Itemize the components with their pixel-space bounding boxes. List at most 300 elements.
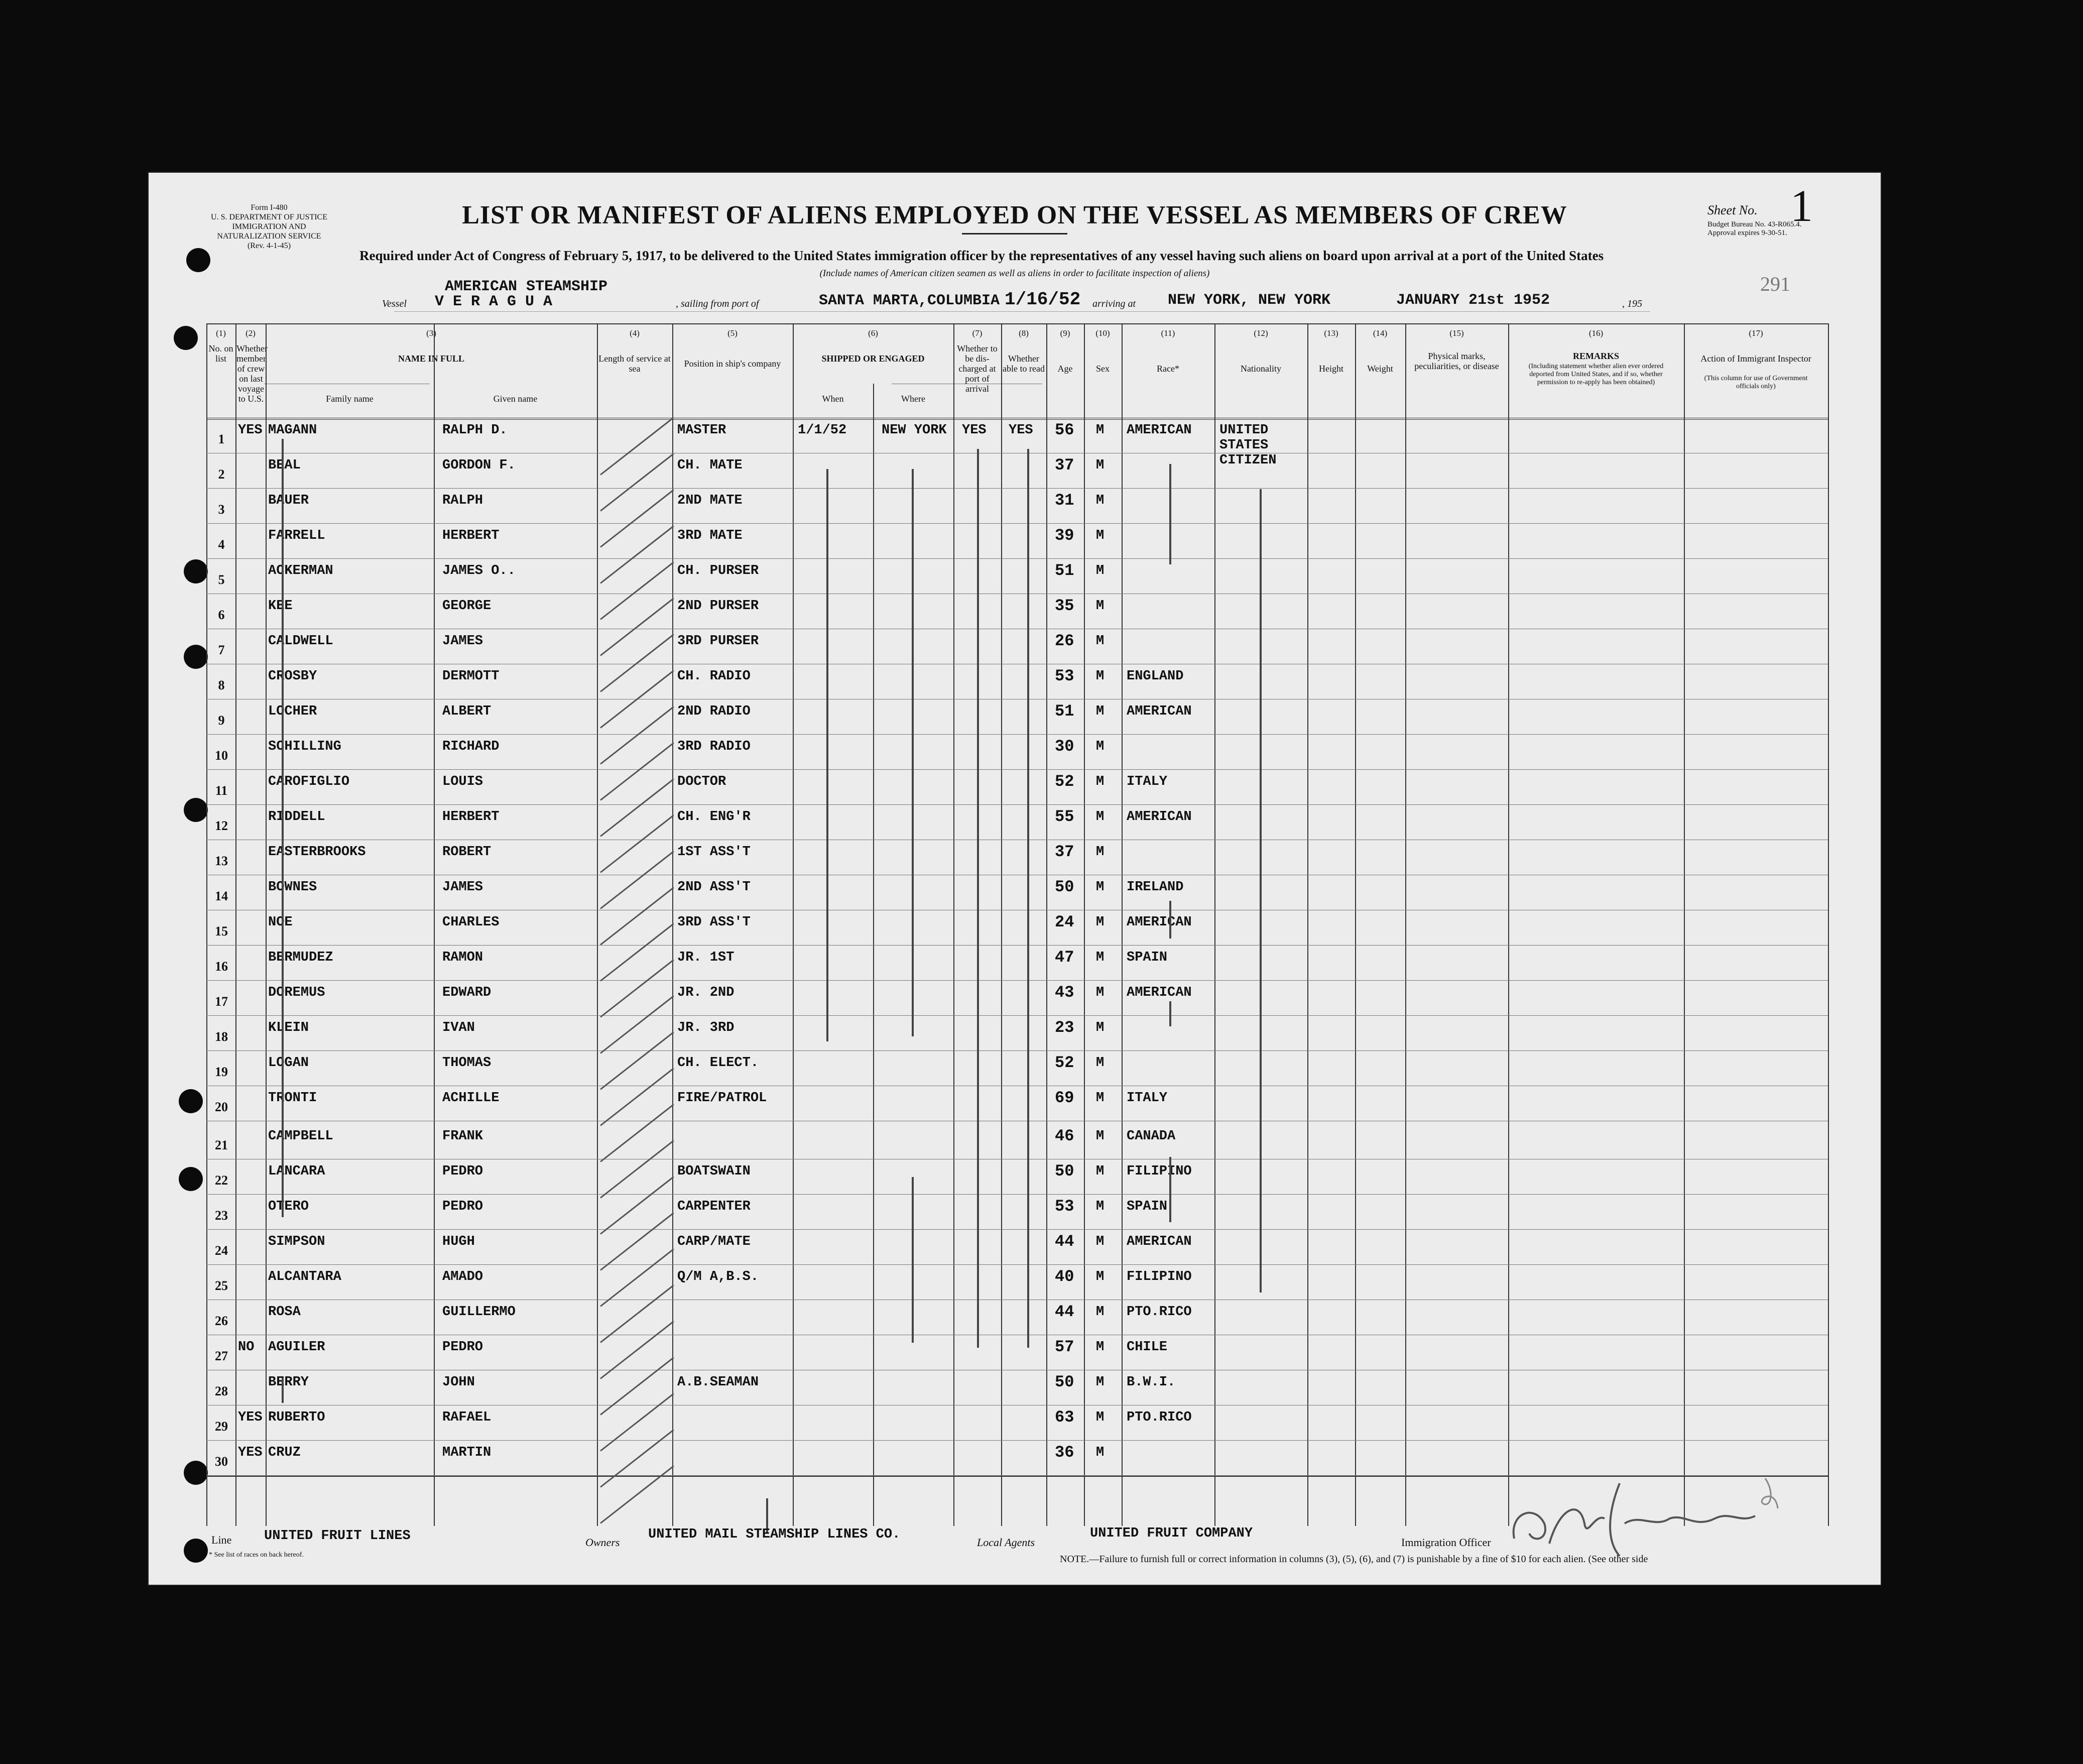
family-name-cell: SIMPSON (268, 1234, 325, 1249)
position-cell: CARPENTER (677, 1199, 751, 1214)
include-note: (Include names of American citizen seamen as well as aliens in order to facilitate inspection of aliens) (819, 268, 1210, 279)
position-cell: CH. PURSER (677, 563, 759, 578)
row-number: 12 (215, 818, 228, 833)
row-number: 6 (218, 608, 225, 622)
race-cell: PTO.RICO (1127, 1305, 1192, 1320)
table-row (206, 876, 1828, 911)
age-cell: 69 (1055, 1089, 1074, 1107)
row-number: 7 (218, 643, 225, 657)
row-number: 14 (215, 889, 228, 903)
age-cell: 56 (1055, 421, 1074, 439)
sex-cell: M (1096, 493, 1105, 508)
ditto-mark (1169, 1001, 1171, 1026)
col-weight-header: Weight (1367, 364, 1393, 374)
family-name-cell: LANCARA (268, 1164, 325, 1179)
colnum-15: (15) (1449, 328, 1464, 338)
race-cell: AMERICAN (1127, 985, 1192, 1000)
family-name-cell: KLEIN (268, 1020, 309, 1035)
approval-expiry: Approval expires 9-30-51. (1707, 229, 1787, 237)
age-cell: 37 (1055, 843, 1074, 861)
table-row (206, 1230, 1828, 1265)
age-cell: 51 (1055, 702, 1074, 721)
age-cell: 37 (1055, 456, 1074, 475)
age-cell: 44 (1055, 1232, 1074, 1251)
race-cell: AMERICAN (1127, 809, 1192, 825)
table-row (206, 946, 1828, 981)
col-given-header: Given name (493, 394, 538, 404)
col-name-header: NAME IN FULL (398, 354, 464, 364)
form-id: Form I-480 (251, 203, 288, 212)
age-cell: 39 (1055, 526, 1074, 545)
sex-cell: M (1096, 1375, 1105, 1390)
col-action-sub: (This column for use of Government officials only) (1704, 375, 1808, 390)
row-number: 26 (215, 1314, 228, 1328)
race-cell: FILIPINO (1127, 1269, 1192, 1284)
age-cell: 24 (1055, 913, 1074, 931)
position-cell: 3RD ASS'T (677, 915, 751, 930)
given-name-cell: JAMES (442, 634, 483, 649)
given-name-cell: ALBERT (442, 704, 492, 719)
given-name-cell: RALPH D. (442, 423, 508, 438)
family-name-cell: MAGANN (268, 423, 317, 438)
age-cell: 52 (1055, 1053, 1074, 1072)
given-name-cell: PEDRO (442, 1340, 483, 1355)
family-name-cell: RUBERTO (268, 1410, 325, 1425)
prev-voyage-cell: YES (238, 1445, 263, 1460)
vessel-label: Vessel (382, 298, 407, 309)
nationality-cell: UNITED STATES CITIZEN (1219, 423, 1277, 468)
age-cell: 50 (1055, 1373, 1074, 1391)
col-when-header: When (822, 394, 844, 404)
race-cell: AMERICAN (1127, 423, 1192, 438)
position-cell: DOCTOR (677, 774, 726, 789)
age-cell: 23 (1055, 1018, 1074, 1037)
position-cell: FIRE/PATROL (677, 1091, 767, 1106)
family-name-cell: EASTERBROOKS (268, 845, 366, 860)
sex-cell: M (1096, 1055, 1105, 1071)
sex-cell: M (1096, 1164, 1105, 1179)
col-prev-voyage-header: Whether member of crew on last voyage to U.S. (236, 343, 268, 404)
given-name-cell: AMADO (442, 1269, 483, 1284)
colnum-7: (7) (972, 328, 983, 338)
races-note: * See list of races on back hereof. (209, 1551, 304, 1559)
given-name-cell: FRANK (442, 1129, 483, 1144)
row-number: 24 (215, 1243, 228, 1258)
line-value: UNITED FRUIT LINES (264, 1528, 411, 1544)
sex-cell: M (1096, 1340, 1105, 1355)
given-name-cell: JOHN (442, 1375, 475, 1390)
punch-hole (184, 559, 208, 583)
punch-hole (179, 1089, 203, 1113)
row-number: 23 (215, 1208, 228, 1223)
colnum-12: (12) (1254, 328, 1268, 338)
row-number: 27 (215, 1349, 228, 1363)
given-name-cell: PEDRO (442, 1164, 483, 1179)
sex-cell: M (1096, 1234, 1105, 1249)
given-name-cell: THOMAS (442, 1055, 492, 1071)
age-cell: 51 (1055, 561, 1074, 580)
row-number: 20 (215, 1100, 228, 1114)
sex-cell: M (1096, 774, 1105, 789)
col-read-header: Whether able to read (1003, 354, 1045, 374)
punch-hole (179, 1167, 203, 1191)
line-label: Line (211, 1534, 232, 1546)
officer-signature (1504, 1468, 1785, 1559)
age-cell: 50 (1055, 1162, 1074, 1181)
race-cell: IRELAND (1127, 880, 1184, 895)
position-cell: CH. ENG'R (677, 809, 751, 825)
age-cell: 26 (1055, 632, 1074, 650)
given-name-cell: RALPH (442, 493, 483, 508)
given-name-cell: ACHILLE (442, 1091, 500, 1106)
given-name-cell: GORDON F. (442, 458, 516, 473)
row-number: 21 (215, 1138, 228, 1152)
given-name-cell: ROBERT (442, 845, 492, 860)
table-row (206, 665, 1828, 700)
position-cell: 2ND RADIO (677, 704, 751, 719)
table-row (206, 1406, 1828, 1441)
position-cell: JR. 2ND (677, 985, 734, 1000)
race-cell: CHILE (1127, 1340, 1168, 1355)
col-no-header: No. on list (208, 343, 233, 364)
prev-voyage-cell: YES (238, 423, 263, 438)
sex-cell: M (1096, 528, 1105, 543)
position-cell: 3RD MATE (677, 528, 743, 543)
row-number: 29 (215, 1419, 228, 1434)
colnum-10: (10) (1095, 328, 1110, 338)
given-name-cell: RICHARD (442, 739, 500, 754)
row-number: 30 (215, 1454, 228, 1469)
position-cell: CH. RADIO (677, 669, 751, 684)
colnum-16: (16) (1588, 328, 1604, 338)
age-cell: 43 (1055, 983, 1074, 1002)
age-cell: 57 (1055, 1338, 1074, 1356)
position-cell: 3RD PURSER (677, 634, 759, 649)
family-name-cell: LOCHER (268, 704, 317, 719)
column-rule (1828, 323, 1829, 1526)
family-name-cell: DOREMUS (268, 985, 325, 1000)
ditto-mark (1169, 464, 1171, 564)
row-number: 3 (218, 502, 225, 517)
position-cell: A.B.SEAMAN (677, 1375, 759, 1390)
vessel-name: V E R A G U A (435, 293, 553, 310)
race-cell: PTO.RICO (1127, 1410, 1192, 1425)
row-number: 17 (215, 994, 228, 1009)
position-cell: 2ND PURSER (677, 599, 759, 614)
sex-cell: M (1096, 915, 1105, 930)
col-sex-header: Sex (1096, 364, 1110, 374)
crew-table (206, 323, 1828, 1526)
table-row (206, 595, 1828, 630)
family-name-cell: LOGAN (268, 1055, 309, 1071)
colnum-6: (6) (868, 328, 878, 338)
age-cell: 50 (1055, 878, 1074, 896)
sex-cell: M (1096, 599, 1105, 614)
row-number: 4 (218, 537, 225, 552)
age-cell: 52 (1055, 772, 1074, 791)
ditto-mark (1027, 449, 1029, 1348)
col-remarks-sub: (Including statement whether alien ever ordered deported from United States, and if so, whether permission to re-apply has been obtained) (1528, 363, 1664, 386)
col-remarks-header: REMARKS (1572, 351, 1619, 361)
department: U. S. DEPARTMENT OF JUSTICE (211, 213, 327, 221)
position-cell: Q/M A,B.S. (677, 1269, 759, 1284)
age-cell: 53 (1055, 667, 1074, 685)
race-cell: ENGLAND (1127, 669, 1184, 684)
age-cell: 46 (1055, 1127, 1074, 1145)
family-name-cell: BERRY (268, 1375, 309, 1390)
ditto-mark (282, 439, 284, 1217)
age-cell: 40 (1055, 1267, 1074, 1286)
position-cell: JR. 3RD (677, 1020, 734, 1035)
punch-hole (184, 1539, 208, 1563)
sex-cell: M (1096, 1199, 1105, 1214)
family-name-cell: CAROFIGLIO (268, 774, 350, 789)
given-name-cell: RAMON (442, 950, 483, 965)
table-row (206, 1336, 1828, 1371)
punch-hole (184, 1461, 208, 1485)
table-row (206, 1125, 1828, 1160)
sailing-label: , sailing from port of (676, 298, 759, 309)
sailing-date: 1/16/52 (1005, 289, 1081, 310)
given-name-cell: IVAN (442, 1020, 475, 1035)
col-shipped-header: SHIPPED OR ENGAGED (821, 354, 925, 364)
sex-cell: M (1096, 1305, 1105, 1320)
officer-label: Immigration Officer (1401, 1536, 1491, 1549)
given-name-cell: HERBERT (442, 528, 500, 543)
row-number: 5 (218, 572, 225, 587)
given-name-cell: GUILLERMO (442, 1305, 516, 1320)
given-name-cell: JAMES O.. (442, 563, 516, 578)
discharged-cell: YES (962, 423, 987, 438)
family-name-cell: CALDWELL (268, 634, 333, 649)
row-number: 25 (215, 1278, 228, 1293)
ditto-mark (1169, 901, 1171, 938)
position-cell: MASTER (677, 423, 726, 438)
agents-label: Local Agents (977, 1536, 1035, 1549)
race-cell: CANADA (1127, 1129, 1176, 1144)
position-cell: JR. 1ST (677, 950, 734, 965)
sex-cell: M (1096, 704, 1105, 719)
colnum-4: (4) (630, 328, 640, 338)
given-name-cell: DERMOTT (442, 669, 500, 684)
revision: (Rev. 4-1-45) (247, 242, 291, 250)
family-name-cell: CRUZ (268, 1445, 301, 1460)
age-cell: 53 (1055, 1197, 1074, 1216)
sex-cell: M (1096, 458, 1105, 473)
sex-cell: M (1096, 985, 1105, 1000)
table-row (206, 911, 1828, 946)
table-row (206, 981, 1828, 1016)
ditto-mark (1260, 489, 1262, 1292)
family-name-cell: BAUER (268, 493, 309, 508)
given-name-cell: JAMES (442, 880, 483, 895)
table-row (206, 1265, 1828, 1301)
race-cell: B.W.I. (1127, 1375, 1176, 1390)
required-statement: Required under Act of Congress of February 5, 1917, to be delivered to the United States immigration officer by the representatives of any vessel having such aliens on board upon arrival at a port of the United States (359, 248, 1604, 263)
family-name-cell: TRONTI (268, 1091, 317, 1106)
race-cell: ITALY (1127, 1091, 1168, 1106)
row-number: 9 (218, 713, 225, 728)
row-number: 1 (218, 432, 225, 446)
table-row (206, 841, 1828, 876)
punch-hole (184, 645, 208, 669)
year-suffix: , 195 (1622, 298, 1642, 309)
budget-number: Budget Bureau No. 43-R065.4. (1707, 220, 1802, 228)
row-number: 19 (215, 1065, 228, 1079)
row-number: 16 (215, 959, 228, 974)
sex-cell: M (1096, 563, 1105, 578)
sex-cell: M (1096, 1445, 1105, 1460)
colnum-8: (8) (1019, 328, 1029, 338)
given-name-cell: HUGH (442, 1234, 475, 1249)
ditto-mark (1169, 1157, 1171, 1222)
title-rule (962, 233, 1067, 234)
able-to-read-cell: YES (1009, 423, 1033, 438)
table-row (206, 700, 1828, 735)
row-number: 15 (215, 924, 228, 938)
family-name-cell: FARRELL (268, 528, 325, 543)
age-cell: 55 (1055, 807, 1074, 826)
sex-cell: M (1096, 1091, 1105, 1106)
sex-cell: M (1096, 845, 1105, 860)
race-cell: SPAIN (1127, 950, 1168, 965)
row-number: 8 (218, 678, 225, 692)
punch-hole (184, 798, 208, 822)
family-name-cell: RIDDELL (268, 809, 325, 825)
col-position-header: Position in ship's company (684, 359, 781, 369)
col-race-header: Race* (1157, 364, 1179, 374)
col-marks-header: Physical marks, peculiarities, or disease (1414, 351, 1499, 371)
table-row (206, 489, 1828, 524)
page-title: LIST OR MANIFEST OF ALIENS EMPLOYED ON THE VESSEL AS MEMBERS OF CREW (462, 201, 1567, 229)
position-cell: CARP/MATE (677, 1234, 751, 1249)
colnum-5: (5) (727, 328, 738, 338)
row-number: 22 (215, 1173, 228, 1188)
budget-info (1707, 220, 1801, 238)
age-cell: 47 (1055, 948, 1074, 967)
colnum-9: (9) (1060, 328, 1070, 338)
service: IMMIGRATION AND NATURALIZATION SERVICE (217, 222, 321, 241)
race-cell: SPAIN (1127, 1199, 1168, 1214)
family-name-cell: NOE (268, 915, 293, 930)
family-name-cell: AGUILER (268, 1340, 325, 1355)
colnum-11: (11) (1161, 328, 1175, 338)
race-cell: FILIPINO (1127, 1164, 1192, 1179)
family-name-cell: BEAL (268, 458, 301, 473)
given-name-cell: LOUIS (442, 774, 483, 789)
race-cell: AMERICAN (1127, 704, 1192, 719)
sex-cell: M (1096, 1410, 1105, 1425)
ditto-mark (282, 1378, 284, 1403)
table-row (206, 770, 1828, 805)
family-name-cell: KEE (268, 599, 293, 614)
sheet-label: Sheet No. (1707, 203, 1758, 217)
given-name-cell: RAFAEL (442, 1410, 492, 1425)
sex-cell: M (1096, 880, 1105, 895)
race-cell: AMERICAN (1127, 915, 1192, 930)
owners-value: UNITED MAIL STEAMSHIP LINES CO. (648, 1527, 901, 1542)
arrival-date: JANUARY 21st 1952 (1396, 292, 1550, 309)
given-name-cell: CHARLES (442, 915, 500, 930)
colnum-17: (17) (1749, 328, 1763, 338)
table-row (206, 1051, 1828, 1087)
ditto-mark (826, 469, 828, 1041)
family-name-cell: SCHILLING (268, 739, 341, 754)
col-discharged-header: Whether to be dis-charged at port of arrival (957, 343, 998, 394)
col-where-header: Where (901, 394, 925, 404)
table-row (206, 524, 1828, 559)
sex-cell: M (1096, 669, 1105, 684)
table-row (206, 805, 1828, 841)
age-cell: 30 (1055, 737, 1074, 756)
ditto-mark (912, 1177, 914, 1343)
arriving-at: NEW YORK, NEW YORK (1168, 292, 1331, 309)
prev-voyage-cell: NO (238, 1340, 255, 1355)
age-cell: 44 (1055, 1303, 1074, 1321)
ditto-mark (977, 449, 979, 1348)
table-row (206, 454, 1828, 489)
position-cell: 2ND MATE (677, 493, 743, 508)
sex-cell: M (1096, 809, 1105, 825)
row-number: 13 (215, 854, 228, 868)
family-name-cell: BOWNES (268, 880, 317, 895)
agents-value: UNITED FRUIT COMPANY (1090, 1526, 1253, 1541)
given-name-cell: HERBERT (442, 809, 500, 825)
position-cell: 1ST ASS'T (677, 845, 751, 860)
family-name-cell: OTERO (268, 1199, 309, 1214)
sex-cell: M (1096, 423, 1105, 438)
age-cell: 35 (1055, 597, 1074, 615)
family-name-cell: CROSBY (268, 669, 317, 684)
row-number: 2 (218, 467, 225, 482)
family-name-cell: BERMUDEZ (268, 950, 333, 965)
fine-note: NOTE.—Failure to furnish full or correct information in columns (3), (5), (6), and (7) is punishable by a fine of $10 for each alien. (See other side (1060, 1554, 1648, 1565)
ditto-mark (912, 469, 914, 1036)
vessel-rule (395, 311, 1650, 312)
row-number: 11 (215, 783, 228, 798)
sex-cell: M (1096, 739, 1105, 754)
col-action-header: Action of Immigrant Inspector (1700, 354, 1811, 364)
given-name-cell: MARTIN (442, 1445, 492, 1460)
sex-cell: M (1096, 1269, 1105, 1284)
sheet-number: 1 (1790, 181, 1813, 231)
row-number: 10 (215, 748, 228, 763)
race-cell: AMERICAN (1127, 1234, 1192, 1249)
sex-cell: M (1096, 1020, 1105, 1035)
row-number: 28 (215, 1384, 228, 1398)
family-name-cell: ACKERMAN (268, 563, 333, 578)
sex-cell: M (1096, 950, 1105, 965)
position-cell: CH. MATE (677, 458, 743, 473)
age-cell: 63 (1055, 1408, 1074, 1427)
table-row (206, 1087, 1828, 1122)
stamp-number: 291 (1760, 273, 1790, 295)
position-cell: 3RD RADIO (677, 739, 751, 754)
colnum-1: (1) (216, 328, 226, 338)
shipped-when-cell: 1/1/52 (798, 423, 847, 438)
col-height-header: Height (1319, 364, 1343, 374)
table-row (206, 1301, 1828, 1336)
table-row (206, 1160, 1828, 1195)
owners-label: Owners (585, 1536, 620, 1549)
age-cell: 31 (1055, 491, 1074, 510)
row-number: 18 (215, 1029, 228, 1044)
table-row (206, 630, 1828, 665)
table-row (206, 559, 1828, 595)
table-row (206, 735, 1828, 770)
arriving-label: arriving at (1092, 298, 1136, 309)
punch-hole (174, 326, 198, 350)
